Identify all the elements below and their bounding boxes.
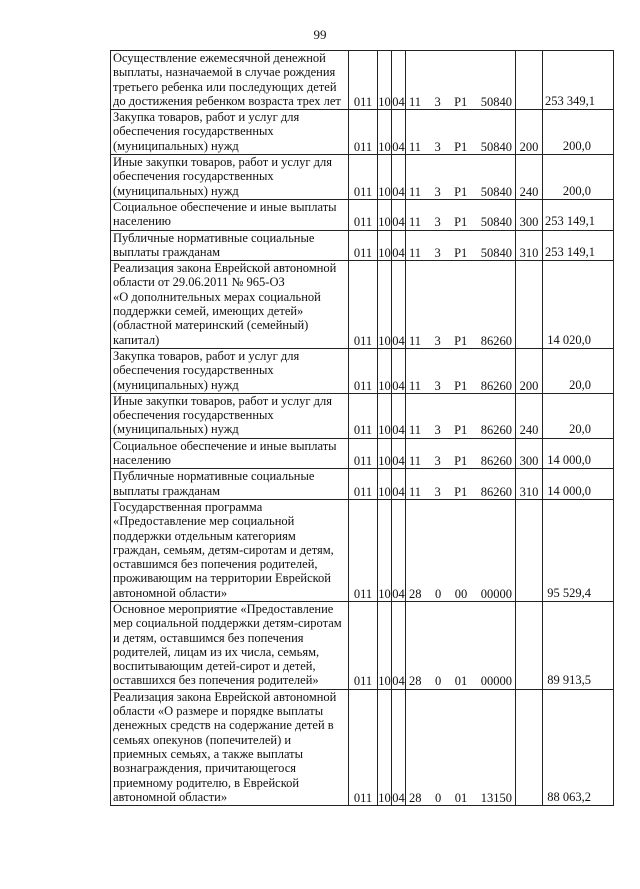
target-article-direction: Р1 bbox=[454, 454, 468, 469]
amount-value: 200,0 bbox=[543, 155, 614, 200]
amount-value: 200,0 bbox=[543, 110, 614, 155]
subsection-code: 04 bbox=[392, 348, 406, 393]
ministry-code: 011 bbox=[349, 601, 378, 689]
table-row bbox=[111, 393, 614, 438]
amount-value: 14 020,0 bbox=[543, 261, 614, 349]
target-article-code bbox=[406, 499, 516, 601]
target-article-subprogram: 3 bbox=[434, 423, 441, 438]
target-article-direction: 01 bbox=[454, 790, 468, 805]
target-article-program: 11 bbox=[409, 215, 422, 230]
ministry-code: 011 bbox=[349, 348, 378, 393]
ministry-code: 011 bbox=[349, 469, 378, 500]
amount-value: 88 063,2 bbox=[543, 689, 614, 805]
section-code: 10 bbox=[378, 689, 392, 805]
target-article-program: 11 bbox=[409, 184, 422, 199]
amount-value: 253 349,1 bbox=[543, 51, 614, 110]
target-article-subprogram: 3 bbox=[434, 378, 441, 393]
amount-value: 14 000,0 bbox=[543, 438, 614, 469]
subsection-code: 04 bbox=[392, 110, 406, 155]
expense-type-code: 240 bbox=[516, 155, 543, 200]
table-row bbox=[111, 499, 614, 601]
page-number: 99 bbox=[313, 27, 327, 42]
expense-type-code: 200 bbox=[516, 110, 543, 155]
table-row bbox=[111, 230, 614, 261]
table-row bbox=[111, 438, 614, 469]
target-article-code: 86260 bbox=[480, 333, 512, 348]
amount-value: 95 529,4 bbox=[543, 499, 614, 601]
ministry-code: 011 bbox=[349, 110, 378, 155]
target-article-code bbox=[406, 199, 516, 230]
ministry-code: 011 bbox=[349, 393, 378, 438]
section-code: 10 bbox=[378, 601, 392, 689]
ministry-code: 011 bbox=[349, 438, 378, 469]
section-code: 10 bbox=[378, 499, 392, 601]
ministry-code: 011 bbox=[349, 155, 378, 200]
expense-type-code: 200 bbox=[516, 348, 543, 393]
ministry-code: 011 bbox=[349, 261, 378, 349]
table-body bbox=[111, 51, 614, 806]
target-article-subprogram: 3 bbox=[434, 94, 441, 109]
expense-type-code bbox=[516, 51, 543, 110]
row-name: Реализация закона Еврейской автономной области от 29.06.2011 № 965-ОЗ «О дополнительных мерах социальной поддержки семей, имеющих детей» (областной материнский (семейный) капитал) bbox=[111, 261, 349, 349]
table-row bbox=[111, 110, 614, 155]
target-article-subprogram: 0 bbox=[435, 586, 442, 601]
target-article-direction: Р1 bbox=[454, 139, 468, 154]
target-article-direction: Р1 bbox=[454, 215, 468, 230]
target-article-code: 50840 bbox=[480, 94, 512, 109]
target-article-code bbox=[406, 689, 516, 805]
amount-value: 20,0 bbox=[543, 393, 614, 438]
target-article-program: 11 bbox=[409, 94, 422, 109]
amount-value: 253 149,1 bbox=[543, 230, 614, 261]
target-article-code: 86260 bbox=[480, 454, 512, 469]
section-code: 10 bbox=[378, 438, 392, 469]
subsection-code: 04 bbox=[392, 469, 406, 500]
target-article-code bbox=[406, 393, 516, 438]
ministry-code: 011 bbox=[349, 51, 378, 110]
target-article-subprogram: 3 bbox=[434, 484, 441, 499]
subsection-code: 04 bbox=[392, 51, 406, 110]
subsection-code: 04 bbox=[392, 499, 406, 601]
target-article-direction: Р1 bbox=[454, 333, 468, 348]
expense-type-code: 300 bbox=[516, 199, 543, 230]
amount-value: 14 000,0 bbox=[543, 469, 614, 500]
target-article-direction: 00 bbox=[454, 586, 468, 601]
target-article-direction: Р1 bbox=[454, 94, 468, 109]
target-article-program: 11 bbox=[409, 139, 422, 154]
subsection-code: 04 bbox=[392, 230, 406, 261]
target-article-code bbox=[406, 348, 516, 393]
subsection-code: 04 bbox=[392, 261, 406, 349]
subsection-code: 04 bbox=[392, 601, 406, 689]
section-code: 10 bbox=[378, 51, 392, 110]
expense-type-code: 240 bbox=[516, 393, 543, 438]
expense-type-code bbox=[516, 499, 543, 601]
target-article-code: 13150 bbox=[480, 790, 512, 805]
target-article-program: 28 bbox=[409, 586, 422, 601]
table-row bbox=[111, 469, 614, 500]
target-article-code: 50840 bbox=[480, 184, 512, 199]
row-name: Иные закупки товаров, работ и услуг для обеспечения государственных (муниципальных) нужд bbox=[111, 393, 349, 438]
section-code: 10 bbox=[378, 261, 392, 349]
table-row bbox=[111, 601, 614, 689]
row-name: Закупка товаров, работ и услуг для обеспечения государственных (муниципальных) нужд bbox=[111, 110, 349, 155]
target-article-program: 11 bbox=[409, 245, 422, 260]
target-article-subprogram: 3 bbox=[434, 215, 441, 230]
subsection-code: 04 bbox=[392, 393, 406, 438]
budget-table bbox=[110, 50, 614, 806]
target-article-code bbox=[406, 230, 516, 261]
target-article-subprogram: 0 bbox=[435, 674, 442, 689]
target-article-program: 11 bbox=[409, 423, 422, 438]
table-row bbox=[111, 348, 614, 393]
target-article-code bbox=[406, 110, 516, 155]
table-row bbox=[111, 155, 614, 200]
table-row bbox=[111, 689, 614, 805]
target-article-direction: Р1 bbox=[454, 423, 468, 438]
row-name: Закупка товаров, работ и услуг для обеспечения государственных (муниципальных) нужд bbox=[111, 348, 349, 393]
section-code: 10 bbox=[378, 199, 392, 230]
target-article-program: 28 bbox=[409, 674, 422, 689]
target-article-program: 11 bbox=[409, 454, 422, 469]
expense-type-code bbox=[516, 261, 543, 349]
target-article-code bbox=[406, 51, 516, 110]
target-article-direction: 01 bbox=[454, 674, 468, 689]
section-code: 10 bbox=[378, 469, 392, 500]
target-article-code bbox=[406, 601, 516, 689]
target-article-program: 11 bbox=[409, 378, 422, 393]
target-article-program: 11 bbox=[409, 484, 422, 499]
subsection-code: 04 bbox=[392, 689, 406, 805]
expense-type-code: 310 bbox=[516, 469, 543, 500]
target-article-subprogram: 3 bbox=[434, 139, 441, 154]
expense-type-code: 310 bbox=[516, 230, 543, 261]
target-article-code bbox=[406, 155, 516, 200]
amount-value: 20,0 bbox=[543, 348, 614, 393]
expense-type-code: 300 bbox=[516, 438, 543, 469]
target-article-code: 86260 bbox=[480, 423, 512, 438]
target-article-subprogram: 3 bbox=[434, 184, 441, 199]
expense-type-code bbox=[516, 689, 543, 805]
ministry-code: 011 bbox=[349, 689, 378, 805]
target-article-direction: Р1 bbox=[454, 378, 468, 393]
target-article-program: 28 bbox=[409, 790, 422, 805]
table-row bbox=[111, 51, 614, 110]
row-name: Осуществление ежемесячной денежной выплаты, назначаемой в случае рождения третьего ребенка или последующих детей до достижения ребенком возраста трех лет bbox=[111, 51, 349, 110]
target-article-code: 50840 bbox=[480, 139, 512, 154]
table-row bbox=[111, 261, 614, 349]
target-article-direction: Р1 bbox=[454, 245, 468, 260]
row-name: Социальное обеспечение и иные выплаты населению bbox=[111, 199, 349, 230]
row-name: Государственная программа «Предоставление мер социальной поддержки отдельным категориям граждан, семьям, детям-сиротам и детям, оставшимся без попечения родителей, проживающим на территории Еврейской автономной области» bbox=[111, 499, 349, 601]
section-code: 10 bbox=[378, 393, 392, 438]
section-code: 10 bbox=[378, 230, 392, 261]
target-article-code: 86260 bbox=[480, 484, 512, 499]
target-article-subprogram: 3 bbox=[434, 454, 441, 469]
target-article-subprogram: 0 bbox=[435, 790, 442, 805]
target-article-subprogram: 3 bbox=[434, 245, 441, 260]
row-name: Публичные нормативные социальные выплаты гражданам bbox=[111, 230, 349, 261]
ministry-code: 011 bbox=[349, 499, 378, 601]
table-row bbox=[111, 199, 614, 230]
target-article-program: 11 bbox=[409, 333, 422, 348]
section-code: 10 bbox=[378, 155, 392, 200]
target-article-code: 00000 bbox=[480, 586, 512, 601]
target-article-code bbox=[406, 469, 516, 500]
expense-type-code bbox=[516, 601, 543, 689]
subsection-code: 04 bbox=[392, 155, 406, 200]
target-article-code: 00000 bbox=[480, 674, 512, 689]
row-name: Основное мероприятие «Предоставление мер социальной поддержки детям-сиротам и детям, оставшимся без попечения родителей, лицам из их числа, семьям, воспитывающим детей-сирот и детей, оставшихся без попечения родителей» bbox=[111, 601, 349, 689]
row-name: Социальное обеспечение и иные выплаты населению bbox=[111, 438, 349, 469]
target-article-direction: Р1 bbox=[454, 184, 468, 199]
amount-value: 89 913,5 bbox=[543, 601, 614, 689]
subsection-code: 04 bbox=[392, 199, 406, 230]
row-name: Реализация закона Еврейской автономной области «О размере и порядке выплаты денежных средств на содержание детей в семьях опекунов (попечителей) и приемных семьях, а также выплаты вознаграждения, причитающегося приемному родителю, в Еврейской автономной области» bbox=[111, 689, 349, 805]
row-name: Иные закупки товаров, работ и услуг для обеспечения государственных (муниципальных) нужд bbox=[111, 155, 349, 200]
target-article-code: 86260 bbox=[480, 378, 512, 393]
target-article-code bbox=[406, 438, 516, 469]
ministry-code: 011 bbox=[349, 230, 378, 261]
section-code: 10 bbox=[378, 110, 392, 155]
target-article-code: 50840 bbox=[480, 215, 512, 230]
target-article-direction: Р1 bbox=[454, 484, 468, 499]
subsection-code: 04 bbox=[392, 438, 406, 469]
section-code: 10 bbox=[378, 348, 392, 393]
amount-value: 253 149,1 bbox=[543, 199, 614, 230]
target-article-code: 50840 bbox=[480, 245, 512, 260]
target-article-code bbox=[406, 261, 516, 349]
row-name: Публичные нормативные социальные выплаты гражданам bbox=[111, 469, 349, 500]
ministry-code: 011 bbox=[349, 199, 378, 230]
target-article-subprogram: 3 bbox=[434, 333, 441, 348]
